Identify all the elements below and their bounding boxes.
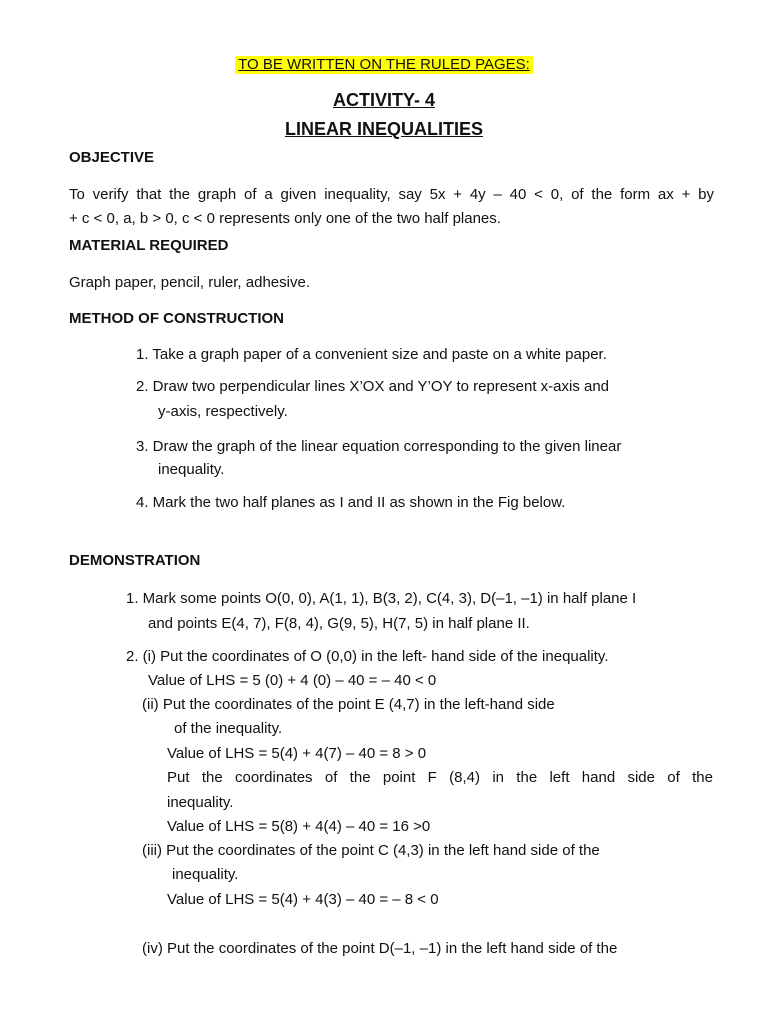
method-step-3-line-2: inequality. (158, 461, 225, 478)
banner-row (0, 56, 768, 74)
demo-iii-value: Value of LHS = 5(4) + 4(3) – 40 = – 8 < 0 (167, 891, 439, 908)
demo-f-line-1: Put the coordinates of the point F (8,4) in the left hand side of the (167, 769, 713, 786)
demo-ii-value: Value of LHS = 5(4) + 4(7) – 40 = 8 > 0 (167, 745, 427, 762)
demonstration-heading: DEMONSTRATION (69, 552, 201, 569)
objective-line-1: To verify that the graph of a given inequality, say 5x + 4y – 40 < 0, of the form ax + by (69, 186, 714, 203)
method-step-3-line-1: 3. Draw the graph of the linear equation corresponding to the given linear (136, 438, 622, 455)
demo-iii-line-1: (iii) Put the coordinates of the point C (4,3) in the left hand side of the (142, 842, 600, 859)
demo-ii-line-2: of the inequality. (174, 720, 283, 737)
demo-ii-line-1: (ii) Put the coordinates of the point E (4,7) in the left-hand side (142, 696, 555, 713)
demo-item-1-line-1: 1. Mark some points O(0, 0), A(1, 1), B(3, 2), C(4, 3), D(–1, –1) in half plane I (126, 590, 637, 607)
method-step-2-line-2: y-axis, respectively. (158, 403, 288, 420)
material-heading: MATERIAL REQUIRED (69, 237, 229, 254)
demo-f-value: Value of LHS = 5(8) + 4(4) – 40 = 16 >0 (167, 818, 431, 835)
method-step-4: 4. Mark the two half planes as I and II as shown in the Fig below. (136, 494, 566, 511)
demo-f-line-2: inequality. (167, 794, 234, 811)
material-text: Graph paper, pencil, ruler, adhesive. (69, 274, 310, 291)
demo-iv-line-1: (iv) Put the coordinates of the point D(–1, –1) in the left hand side of the (142, 940, 618, 957)
demo-iii-line-2: inequality. (172, 866, 239, 883)
method-heading: METHOD OF CONSTRUCTION (69, 310, 284, 327)
objective-heading: OBJECTIVE (69, 149, 155, 166)
objective-line-2: + c < 0, a, b > 0, c < 0 represents only one of the two half planes. (69, 210, 501, 227)
demo-item-2-line-1: 2. (i) Put the coordinates of O (0,0) in the left- hand side of the inequality. (126, 648, 609, 665)
topic-title: LINEAR INEQUALITIES (284, 119, 483, 139)
demo-item-2-value: Value of LHS = 5 (0) + 4 (0) – 40 = – 40 < 0 (148, 672, 437, 689)
method-step-1: 1. Take a graph paper of a convenient size and paste on a white paper. (136, 346, 607, 363)
method-step-2-line-1: 2. Draw two perpendicular lines X’OX and Y’OY to represent x-axis and (136, 378, 610, 395)
activity-title: ACTIVITY- 4 (332, 90, 435, 110)
demo-item-1-line-2: and points E(4, 7), F(8, 4), G(9, 5), H(7, 5) in half plane II. (148, 615, 530, 632)
ruled-pages-banner: TO BE WRITTEN ON THE RULED PAGES: (235, 56, 533, 74)
